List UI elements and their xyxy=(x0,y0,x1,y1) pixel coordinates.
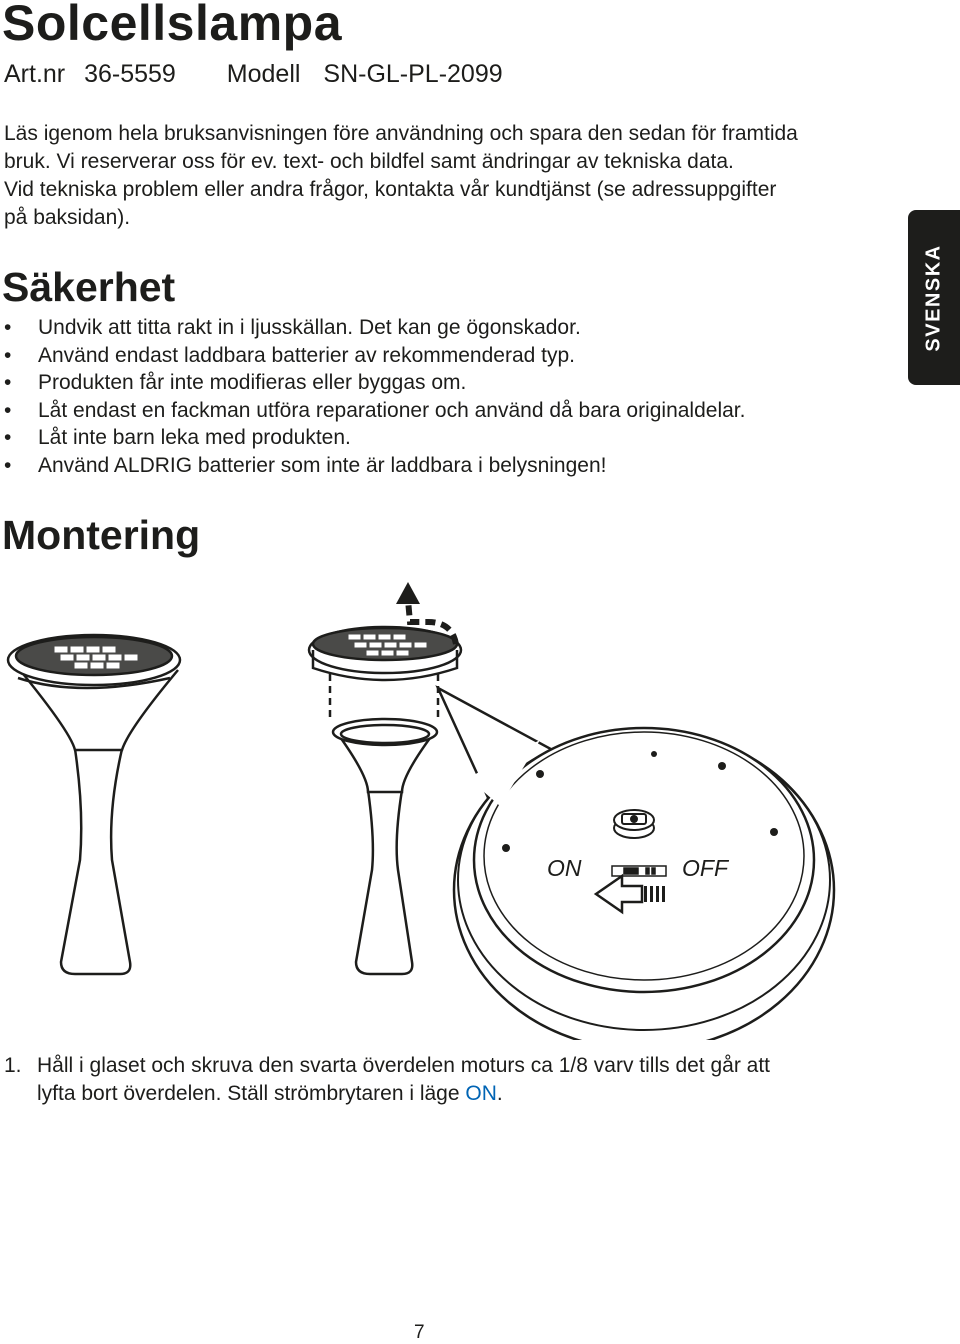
switch-knob-icon xyxy=(614,810,654,838)
step-1 xyxy=(4,1052,844,1108)
intro-paragraph xyxy=(4,120,864,232)
lamp-disassembled xyxy=(309,627,461,974)
lamp-assembled xyxy=(8,635,180,974)
mounting-heading: Montering xyxy=(2,512,201,558)
step-line: Håll i glaset och skruva den svarta överdelen moturs ca 1/8 varv tills det går att xyxy=(37,1054,771,1077)
language-tab xyxy=(908,210,960,385)
step-line-2-suffix: . xyxy=(496,1082,503,1105)
model-label: Modell xyxy=(226,60,301,88)
slide-switch-icon xyxy=(612,866,666,876)
intro-line: Vid tekniska problem eller andra frågor, kontakta vår kundtjänst (se adressuppgifter xyxy=(4,178,777,201)
list-item: • Undvik att titta rakt in i ljusskällan. Det kan ge ögonskador. xyxy=(4,314,864,342)
safety-list xyxy=(4,314,864,479)
step-line-2 xyxy=(37,1080,844,1108)
arrow-head-icon xyxy=(396,582,420,604)
step-line-2-prefix: lyfta bort överdelen. Ställ strömbrytaren i läge xyxy=(37,1082,466,1105)
step-number: 1. xyxy=(4,1054,22,1077)
intro-line: Läs igenom hela bruksanvisningen före användning och spara den sedan för framtida xyxy=(4,122,798,145)
list-item: • Låt endast en fackman utföra reparationer och använd då bara originaldelar. xyxy=(4,397,864,425)
step-on-highlight: ON xyxy=(465,1082,497,1105)
language-tab-label: SVENSKA xyxy=(922,243,945,352)
model-number: SN-GL-PL-2099 xyxy=(323,60,503,88)
switch-on-label: ON xyxy=(547,855,582,881)
safety-heading: Säkerhet xyxy=(2,264,176,310)
art-number: 36-5559 xyxy=(84,60,176,88)
article-info xyxy=(4,60,503,89)
list-item: • Produkten får inte modifieras eller byggas om. xyxy=(4,369,864,397)
list-item: • Använd endast laddbara batterier av rekommenderad typ. xyxy=(4,342,864,370)
intro-line: på baksidan). xyxy=(4,206,131,229)
list-item: • Låt inte barn leka med produkten. xyxy=(4,424,864,452)
page-number: 7 xyxy=(414,1322,425,1343)
intro-line: bruk. Vi reserverar oss för ev. text- och bildfel samt ändringar av tekniska data. xyxy=(4,150,734,173)
mounting-illustration xyxy=(0,570,960,1040)
art-label: Art.nr xyxy=(4,60,66,88)
switch-off-label: OFF xyxy=(682,855,728,881)
list-item: • Använd ALDRIG batterier som inte är laddbara i belysningen! xyxy=(4,452,864,480)
page-title: Solcellslampa xyxy=(2,0,342,51)
